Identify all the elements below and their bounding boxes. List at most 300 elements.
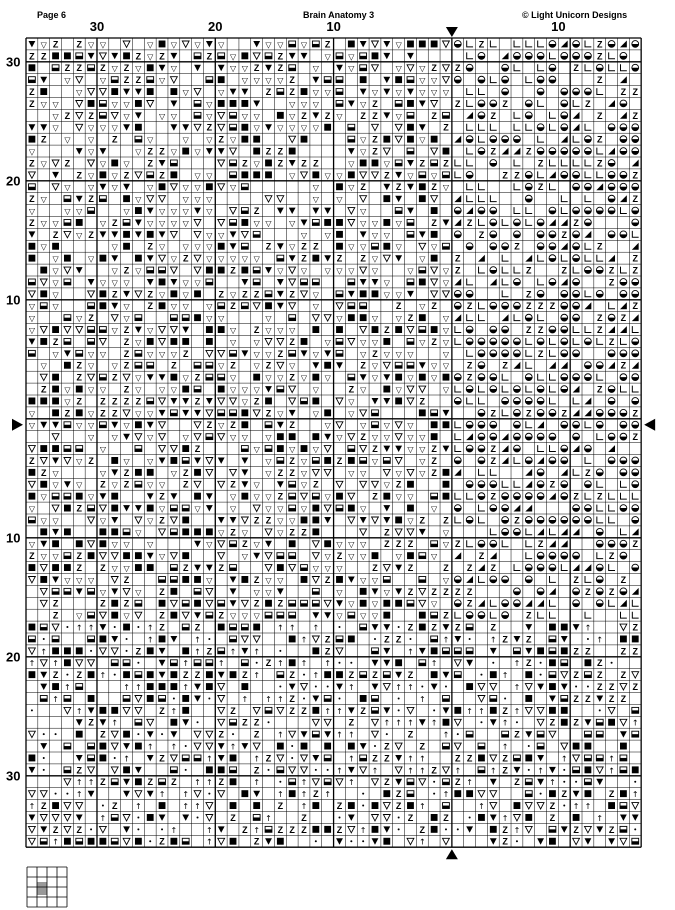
svg-text:▽: ▽	[442, 349, 450, 359]
svg-text:↑: ↑	[312, 623, 320, 633]
svg-text:▽: ▽	[123, 540, 130, 550]
svg-text:Z: Z	[608, 824, 615, 835]
svg-text:Z: Z	[620, 574, 627, 585]
svg-text:Z: Z	[573, 217, 579, 228]
svg-text:Z: Z	[620, 313, 627, 324]
svg-text:↑: ↑	[501, 718, 509, 728]
svg-text:▽: ▽	[300, 373, 308, 383]
svg-text:▽: ▽	[300, 468, 308, 478]
svg-text:↑: ↑	[170, 825, 178, 835]
svg-text:Z: Z	[301, 110, 307, 121]
svg-text:Z: Z	[632, 408, 638, 419]
svg-text:▽: ▽	[111, 480, 118, 490]
svg-text:Z: Z	[289, 87, 295, 97]
svg-text:▽: ▽	[147, 480, 154, 490]
svg-text:Z: Z	[632, 539, 638, 550]
svg-text:Z: Z	[431, 110, 437, 121]
svg-text:Z: Z	[502, 170, 508, 181]
svg-text:▽: ▽	[324, 373, 331, 383]
svg-text:▽: ▽	[277, 516, 284, 526]
svg-text:▽: ▽	[206, 540, 213, 550]
svg-text:▽: ▽	[312, 195, 319, 205]
svg-text:▽: ▽	[206, 302, 213, 312]
svg-text:▽: ▽	[52, 480, 59, 490]
svg-text:▽: ▽	[241, 64, 248, 74]
svg-text:Z: Z	[206, 646, 213, 657]
page-position-thumbnail	[26, 866, 70, 908]
svg-text:▽: ▽	[135, 409, 142, 419]
svg-text:↑: ↑	[87, 778, 95, 788]
svg-text:↑: ↑	[253, 671, 261, 681]
svg-text:▽: ▽	[147, 456, 154, 466]
svg-text:▽: ▽	[277, 123, 284, 133]
svg-text:▽: ▽	[241, 611, 248, 621]
svg-text:Z: Z	[111, 408, 118, 419]
svg-text:Z: Z	[502, 98, 508, 109]
svg-text:Z: Z	[514, 170, 520, 181]
svg-text:Z: Z	[100, 729, 106, 740]
svg-text:↑: ↑	[52, 837, 59, 847]
svg-text:▽: ▽	[123, 611, 130, 621]
svg-text:▽: ▽	[52, 278, 59, 288]
svg-text:Z: Z	[597, 313, 603, 324]
svg-text:▽: ▽	[300, 480, 308, 490]
svg-text:Z: Z	[100, 563, 106, 573]
svg-text:Z: Z	[100, 598, 106, 609]
svg-text:▽: ▽	[147, 433, 154, 443]
svg-text:Z: Z	[526, 658, 532, 669]
svg-text:▽: ▽	[383, 433, 390, 443]
svg-text:Z: Z	[265, 360, 272, 371]
svg-text:▽: ▽	[87, 575, 95, 585]
svg-text:Z: Z	[561, 789, 568, 800]
svg-text:Z: Z	[372, 348, 378, 359]
svg-text:▽: ▽	[431, 88, 438, 97]
svg-text:Z: Z	[135, 51, 142, 62]
svg-text:Z: Z	[171, 777, 177, 788]
svg-text:Z: Z	[277, 158, 284, 169]
svg-text:Z: Z	[301, 158, 307, 169]
svg-text:▽: ▽	[312, 123, 319, 133]
svg-text:▽: ▽	[407, 421, 414, 431]
svg-text:Z: Z	[502, 765, 508, 776]
svg-text:↑: ↑	[418, 837, 426, 847]
svg-text:▽: ▽	[76, 456, 83, 466]
svg-text:▽: ▽	[419, 64, 426, 74]
svg-text:↑: ↑	[217, 659, 225, 669]
svg-text:Z: Z	[384, 777, 390, 788]
svg-text:▽: ▽	[348, 599, 355, 609]
svg-text:↑: ↑	[501, 742, 509, 752]
svg-text:▽: ▽	[442, 540, 450, 550]
svg-text:▽: ▽	[348, 468, 355, 478]
svg-text:Z: Z	[277, 51, 284, 62]
svg-text:Z: Z	[182, 467, 189, 478]
svg-text:▽: ▽	[158, 504, 166, 514]
svg-text:▽: ▽	[253, 480, 260, 490]
svg-text:▽: ▽	[324, 230, 331, 240]
svg-text:Z: Z	[431, 455, 437, 466]
svg-text:▽: ▽	[241, 385, 248, 395]
svg-text:▽: ▽	[383, 230, 390, 240]
svg-text:↑: ↑	[359, 825, 367, 835]
svg-text:▽: ▽	[28, 504, 35, 514]
svg-text:Z: Z	[253, 836, 260, 847]
svg-text:▽: ▽	[147, 349, 154, 359]
current-page-highlight	[37, 882, 47, 895]
svg-text:Z: Z	[123, 348, 130, 359]
svg-text:▽: ▽	[206, 111, 213, 121]
svg-text:Z: Z	[123, 325, 130, 335]
svg-text:Z: Z	[289, 693, 295, 704]
svg-text:▽: ▽	[170, 147, 177, 157]
svg-text:▽: ▽	[348, 159, 355, 169]
svg-text:↑: ↑	[265, 694, 272, 704]
svg-text:▽: ▽	[52, 254, 59, 264]
svg-text:Z: Z	[455, 586, 461, 597]
svg-text:▽: ▽	[431, 361, 438, 371]
svg-text:Z: Z	[182, 253, 189, 264]
svg-text:Z: Z	[29, 98, 35, 109]
svg-text:Z: Z	[466, 372, 473, 383]
svg-text:▽: ▽	[360, 552, 367, 562]
svg-text:Z: Z	[159, 146, 165, 157]
svg-text:Z: Z	[324, 646, 331, 657]
svg-text:▽: ▽	[431, 242, 438, 252]
svg-text:▽: ▽	[431, 76, 438, 86]
svg-text:▽: ▽	[99, 468, 106, 478]
svg-text:▽: ▽	[182, 183, 189, 193]
svg-text:Z: Z	[242, 289, 248, 300]
svg-text:Z: Z	[289, 527, 295, 538]
svg-text:Z: Z	[277, 467, 284, 478]
svg-text:▽: ▽	[277, 504, 284, 514]
svg-text:▽: ▽	[52, 349, 59, 359]
svg-text:Z: Z	[301, 241, 307, 252]
svg-text:Z: Z	[502, 360, 508, 371]
svg-text:▽: ▽	[336, 111, 343, 121]
svg-text:Z: Z	[88, 110, 94, 121]
svg-text:▽: ▽	[111, 540, 118, 550]
svg-text:▽: ▽	[360, 611, 367, 621]
svg-text:▽: ▽	[76, 611, 83, 621]
svg-text:▽: ▽	[206, 230, 213, 240]
svg-text:↑: ↑	[123, 754, 130, 764]
svg-text:▽: ▽	[360, 349, 367, 359]
row-number-label: 30	[6, 54, 21, 70]
svg-text:▽: ▽	[360, 99, 367, 109]
svg-text:Z: Z	[76, 372, 82, 383]
svg-text:▽: ▽	[40, 40, 47, 50]
svg-text:▽: ▽	[52, 123, 59, 133]
svg-text:▽: ▽	[312, 64, 319, 74]
svg-text:▽: ▽	[123, 207, 130, 216]
svg-text:Z: Z	[526, 265, 532, 276]
svg-text:▽: ▽	[300, 99, 308, 109]
svg-text:▽: ▽	[111, 171, 118, 181]
svg-text:Z: Z	[443, 515, 449, 526]
svg-text:Z: Z	[159, 610, 165, 621]
svg-text:Z: Z	[395, 539, 402, 550]
svg-text:Z: Z	[230, 527, 236, 538]
svg-text:↑: ↑	[300, 802, 308, 811]
svg-text:▽: ▽	[40, 552, 47, 562]
svg-text:Z: Z	[597, 110, 603, 121]
svg-text:▽: ▽	[76, 314, 83, 324]
svg-text:Z: Z	[76, 824, 82, 835]
svg-text:▽: ▽	[28, 540, 35, 550]
svg-text:▽: ▽	[253, 385, 260, 395]
svg-text:↑: ↑	[371, 766, 379, 776]
svg-text:▽: ▽	[312, 88, 319, 97]
svg-text:Z: Z	[88, 194, 94, 205]
svg-text:▽: ▽	[289, 326, 296, 335]
svg-text:▽: ▽	[253, 361, 260, 371]
svg-text:▽: ▽	[324, 421, 331, 431]
svg-text:▽: ▽	[87, 147, 95, 157]
svg-text:Z: Z	[29, 87, 35, 97]
svg-text:Z: Z	[407, 563, 414, 573]
svg-text:Z: Z	[514, 241, 520, 252]
svg-text:▽: ▽	[431, 373, 438, 383]
svg-text:Z: Z	[632, 170, 638, 181]
svg-text:Z: Z	[76, 670, 82, 681]
svg-text:↑: ↑	[146, 742, 154, 752]
svg-text:▽: ▽	[300, 456, 308, 466]
svg-text:↑: ↑	[549, 778, 556, 788]
svg-text:▽: ▽	[147, 218, 154, 228]
svg-text:▽: ▽	[229, 64, 237, 74]
svg-text:▽: ▽	[135, 64, 142, 74]
svg-text:Z: Z	[573, 670, 579, 681]
svg-text:Z: Z	[182, 348, 189, 359]
svg-text:Z: Z	[466, 217, 473, 228]
svg-text:↑: ↑	[418, 802, 426, 811]
svg-text:▽: ▽	[111, 361, 118, 371]
svg-text:▽: ▽	[206, 99, 213, 109]
svg-text:▽: ▽	[289, 445, 296, 454]
svg-text:▽: ▽	[182, 218, 189, 228]
svg-text:▽: ▽	[407, 171, 414, 181]
row-number-label: 20	[6, 649, 21, 665]
svg-text:▽: ▽	[87, 433, 95, 443]
svg-text:▽: ▽	[111, 564, 118, 573]
svg-text:▽: ▽	[206, 254, 213, 264]
svg-text:Z: Z	[218, 563, 224, 573]
svg-text:↑: ↑	[560, 754, 568, 764]
svg-text:Z: Z	[526, 634, 532, 645]
svg-text:▽: ▽	[265, 373, 272, 383]
svg-text:▽: ▽	[52, 99, 59, 109]
svg-text:Z: Z	[537, 158, 544, 169]
svg-text:Z: Z	[526, 610, 532, 621]
svg-text:Z: Z	[502, 836, 508, 847]
svg-text:Z: Z	[585, 467, 591, 478]
svg-text:Z: Z	[455, 777, 461, 788]
svg-text:Z: Z	[242, 158, 248, 169]
svg-text:Z: Z	[301, 812, 307, 823]
svg-text:Z: Z	[573, 63, 579, 74]
svg-text:Z: Z	[490, 563, 497, 573]
svg-text:Z: Z	[277, 146, 284, 157]
svg-text:Z: Z	[313, 789, 319, 800]
svg-text:▽: ▽	[253, 123, 260, 133]
svg-text:↑: ↑	[276, 623, 284, 633]
svg-text:▽: ▽	[40, 99, 47, 109]
svg-text:▽: ▽	[289, 111, 296, 121]
svg-text:▽: ▽	[348, 183, 355, 193]
svg-text:Z: Z	[277, 824, 284, 835]
svg-text:Z: Z	[537, 539, 544, 550]
svg-text:Z: Z	[123, 479, 130, 490]
svg-text:Z: Z	[100, 777, 106, 788]
svg-text:↑: ↑	[265, 813, 272, 823]
svg-text:Z: Z	[135, 646, 142, 657]
svg-text:▽: ▽	[407, 492, 414, 502]
svg-text:Z: Z	[384, 634, 390, 645]
row-number-label: 10	[6, 292, 21, 308]
svg-text:Z: Z	[313, 479, 319, 490]
svg-text:▽: ▽	[277, 409, 284, 419]
svg-text:Z: Z	[194, 396, 201, 407]
svg-text:↑: ↑	[64, 683, 71, 692]
svg-text:▽: ▽	[442, 278, 450, 288]
svg-text:▽: ▽	[383, 587, 390, 597]
svg-text:Z: Z	[443, 610, 449, 621]
svg-text:↑: ↑	[194, 635, 201, 645]
svg-text:↑: ↑	[324, 790, 332, 800]
svg-text:Z: Z	[277, 348, 284, 359]
svg-text:▽: ▽	[241, 528, 248, 538]
svg-text:▽: ▽	[229, 52, 237, 62]
svg-text:▽: ▽	[407, 516, 414, 526]
svg-text:↑: ↑	[418, 694, 426, 704]
svg-text:▽: ▽	[52, 302, 59, 312]
svg-text:▽: ▽	[312, 302, 319, 312]
svg-text:▽: ▽	[407, 349, 414, 359]
svg-text:↑: ↑	[170, 706, 178, 716]
svg-text:Z: Z	[537, 182, 544, 193]
svg-text:Z: Z	[123, 574, 130, 585]
svg-text:Z: Z	[608, 682, 615, 692]
svg-text:Z: Z	[632, 682, 638, 692]
svg-text:Z: Z	[490, 146, 497, 157]
svg-text:Z: Z	[419, 396, 426, 407]
svg-text:Z: Z	[253, 765, 260, 776]
svg-text:Z: Z	[395, 479, 402, 490]
svg-text:Z: Z	[159, 836, 165, 847]
svg-text:▽: ▽	[87, 492, 95, 502]
svg-text:↑: ↑	[206, 778, 213, 788]
svg-text:↑: ↑	[99, 813, 107, 823]
svg-text:↑: ↑	[300, 635, 308, 645]
svg-text:▽: ▽	[182, 88, 189, 97]
svg-text:▽: ▽	[324, 52, 331, 62]
svg-text:Z: Z	[443, 122, 449, 133]
svg-text:▽: ▽	[253, 540, 260, 550]
svg-text:↑: ↑	[513, 825, 521, 835]
svg-text:Z: Z	[455, 265, 461, 276]
svg-text:Z: Z	[218, 729, 224, 740]
svg-text:▽: ▽	[442, 361, 450, 371]
svg-text:Z: Z	[182, 670, 189, 681]
svg-text:Z: Z	[632, 432, 638, 443]
svg-text:Z: Z	[123, 598, 130, 609]
svg-text:↑: ↑	[407, 766, 414, 776]
svg-text:Z: Z	[585, 586, 591, 597]
svg-text:Z: Z	[76, 503, 82, 514]
svg-text:▽: ▽	[442, 575, 450, 585]
svg-text:Z: Z	[230, 812, 236, 823]
svg-text:↑: ↑	[478, 706, 485, 716]
svg-text:▽: ▽	[194, 195, 201, 205]
svg-text:Z: Z	[597, 158, 603, 169]
svg-text:▽: ▽	[147, 40, 154, 50]
svg-text:Z: Z	[123, 384, 130, 395]
svg-text:↑: ↑	[430, 659, 438, 669]
svg-text:↑: ↑	[194, 802, 201, 811]
svg-text:↑: ↑	[276, 730, 284, 740]
svg-text:▽: ▽	[277, 528, 284, 538]
svg-text:Z: Z	[253, 63, 260, 74]
svg-text:↑: ↑	[407, 754, 414, 764]
svg-text:Z: Z	[277, 63, 284, 74]
svg-text:▽: ▽	[336, 314, 343, 324]
svg-text:Z: Z	[360, 705, 366, 716]
svg-text:Z: Z	[88, 717, 94, 728]
svg-text:Z: Z	[466, 563, 473, 573]
svg-text:Z: Z	[348, 670, 355, 681]
svg-text:▽: ▽	[135, 147, 142, 157]
svg-text:Z: Z	[372, 444, 378, 454]
svg-text:Z: Z	[407, 539, 414, 550]
svg-text:▽: ▽	[289, 218, 296, 228]
svg-text:▽: ▽	[123, 278, 130, 288]
svg-text:▽: ▽	[147, 516, 154, 526]
svg-text:Z: Z	[289, 336, 295, 347]
svg-text:▽: ▽	[360, 504, 367, 514]
svg-text:Z: Z	[597, 75, 603, 86]
svg-text:▽: ▽	[395, 290, 402, 300]
svg-text:Z: Z	[384, 170, 390, 181]
svg-text:▽: ▽	[371, 230, 379, 240]
svg-text:Z: Z	[372, 491, 378, 502]
svg-text:Z: Z	[419, 515, 426, 526]
svg-text:▽: ▽	[64, 135, 71, 145]
svg-text:▽: ▽	[123, 111, 130, 121]
svg-text:▽: ▽	[312, 183, 319, 193]
svg-text:▽: ▽	[87, 421, 95, 431]
svg-text:▽: ▽	[431, 171, 438, 181]
svg-text:Z: Z	[407, 622, 414, 633]
svg-text:↑: ↑	[182, 659, 190, 669]
svg-text:▽: ▽	[170, 218, 177, 228]
svg-text:▽: ▽	[28, 207, 35, 216]
svg-text:▽: ▽	[158, 218, 166, 228]
svg-text:Z: Z	[502, 824, 508, 835]
svg-text:▽: ▽	[229, 433, 237, 443]
svg-text:▽: ▽	[348, 52, 355, 62]
svg-text:Z: Z	[277, 598, 284, 609]
svg-text:↑: ↑	[418, 754, 426, 764]
svg-text:▽: ▽	[229, 290, 237, 300]
svg-text:▽: ▽	[407, 445, 414, 454]
svg-text:▽: ▽	[360, 575, 367, 585]
svg-text:▽: ▽	[182, 290, 189, 300]
svg-text:Z: Z	[526, 325, 532, 335]
svg-text:Z: Z	[395, 634, 402, 645]
svg-text:▽: ▽	[123, 314, 130, 324]
